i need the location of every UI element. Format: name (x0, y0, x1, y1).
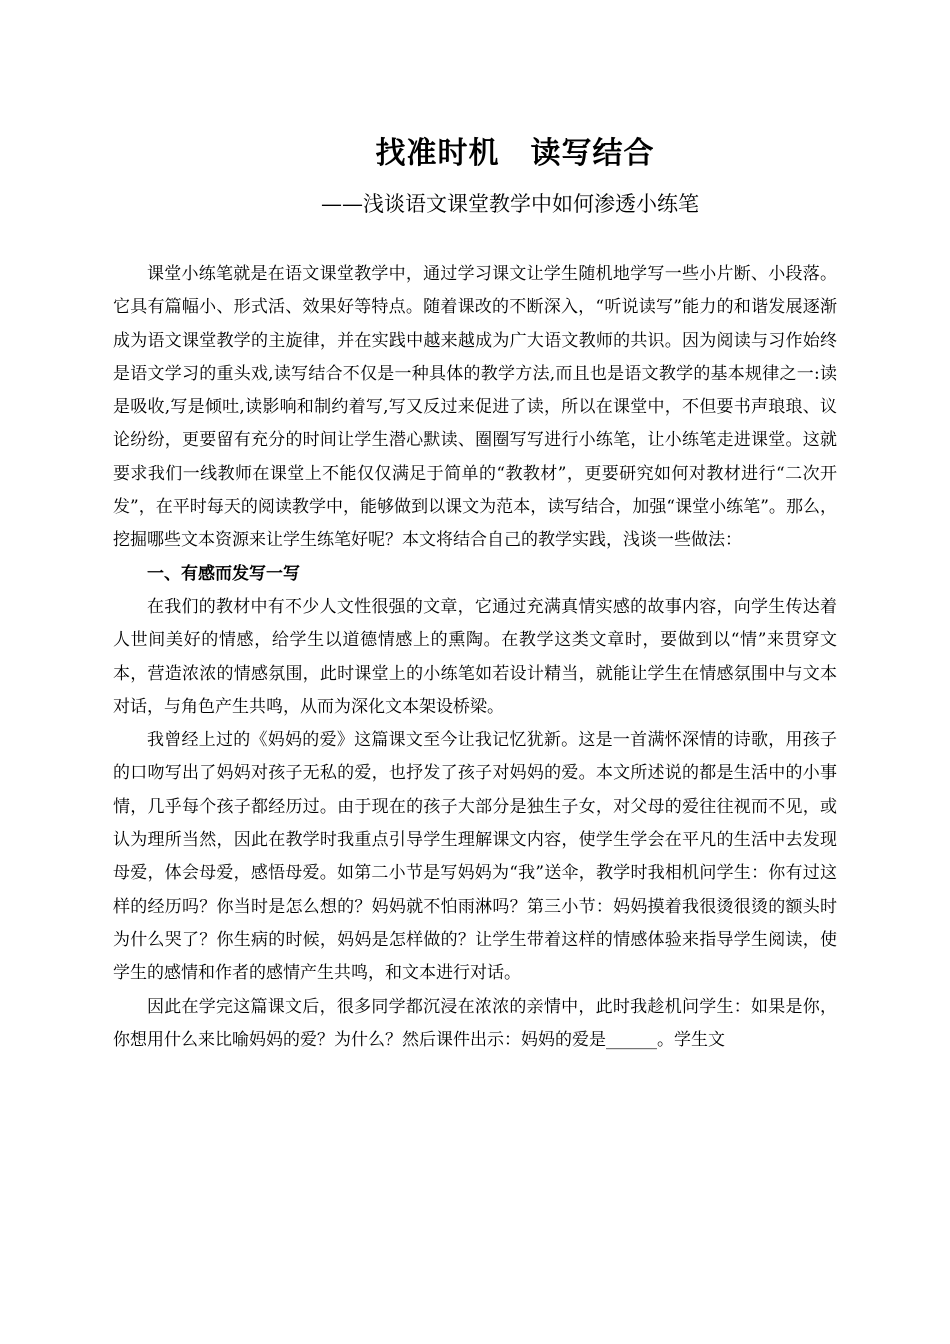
document-title: 找准时机 读写结合 (375, 136, 655, 171)
paragraph: 因此在学完这篇课文后，很多同学都沉浸在浓浓的亲情中，此时我趁机问学生：如果是你，你想用什么来比喻妈妈的爱？为什么？然后课件出示：妈妈的爱是______。学生文 (113, 996, 837, 1050)
paragraph: 我曾经上过的《妈妈的爱》这篇课文至今让我记忆犹新。这是一首满怀深情的诗歌，用孩子的口吻写出了妈妈对孩子无私的爱，也抒发了孩子对妈妈的爱。本文所述说的都是生活中的小事情，几乎每个孩子都经历过。由于现在的孩子大部分是独生子女，对父母的爱往往视而不见，或认为理所当然，因此在教学时我重点引导学生理解课文内容，使学生学会在平凡的生活中去发现母爱，体会母爱，感悟母爱。如第二小节是写妈妈为“我”送伞，教学时我相机问学生：你有过这样的经历吗？你当时是怎么想的？妈妈就不怕雨淋吗？第三小节：妈妈摸着我很烫很烫的额头时为什么哭了？你生病的时候，妈妈是怎样做的？让学生带着这样的情感体验来指导学生阅读，使学生的感情和作者的感情产生共鸣，和文本进行对话。 (113, 730, 837, 984)
document-body (113, 258, 837, 1057)
document-subtitle: ——浅谈语文课堂教学中如何渗透小练笔 (321, 192, 699, 216)
paragraph-intro: 课堂小练笔就是在语文课堂教学中，通过学习课文让学生随机地学写一些小片断、小段落。它具有篇幅小、形式活、效果好等特点。随着课改的不断深入，“听说读写”能力的和谐发展逐渐成为语文课堂教学的主旋律，并在实践中越来越成为广大语文教师的共识。因为阅读与习作始终是语文学习的重头戏,读写结合不仅是一种具体的教学方法,而且也是语文教学的基本规律之一:读是吸收,写是倾吐,读影响和制约着写,写又反过来促进了读，所以在课堂中，不但要书声琅琅、议论纷纷，更要留有充分的时间让学生潜心默读、圈圈写写进行小练笔，让小练笔走进课堂。这就要求我们一线教师在课堂上不能仅仅满足于简单的“教教材”，更要研究如何对教材进行“二次开发”，在平时每天的阅读教学中，能够做到以课文为范本，读写结合，加强“课堂小练笔”。那么，挖掘哪些文本资源来让学生练笔好呢？本文将结合自己的教学实践，浅谈一些做法： (113, 264, 837, 551)
section-heading: 一、有感而发写一写 (147, 563, 300, 584)
paragraph: 在我们的教材中有不少人文性很强的文章，它通过充满真情实感的故事内容，向学生传达着人世间美好的情感，给学生以道德情感上的熏陶。在教学这类文章时，要做到以“情”来贯穿文本，营造浓浓的情感氛围，此时课堂上的小练笔如若设计精当，就能让学生在情感氛围中与文本对话，与角色产生共鸣，从而为深化文本架设桥梁。 (113, 596, 837, 717)
